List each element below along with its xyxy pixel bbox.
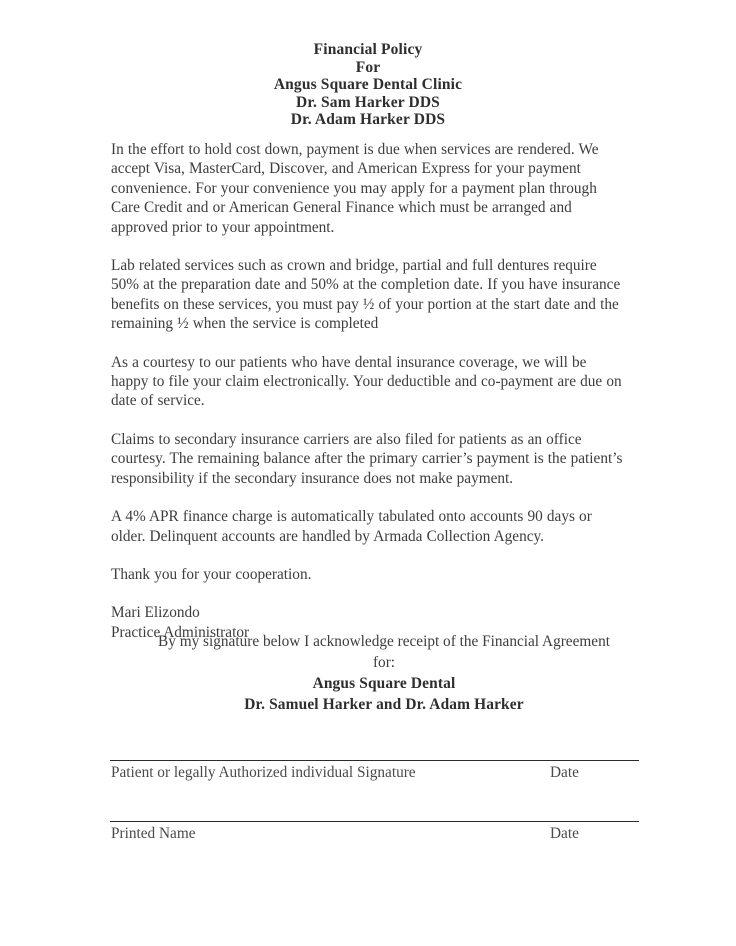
signer-title: Practice Administrator xyxy=(111,623,250,641)
paragraph-lab-services: Lab related services such as crown and bridge, partial and full dentures require 50% at the preparation date and 50% at the completion date. If you have insurance benefits on these services, you must pay ½ of your portion at the start date and the remaining ½ when the service is completed xyxy=(111,257,621,333)
paragraph-insurance-courtesy: As a courtesy to our patients who have dental insurance coverage, we will be happy to file your claim electronically. Your deductible and co-payment are due on date of service. xyxy=(111,353,622,410)
signature-field-patient xyxy=(110,760,639,787)
paragraph-apr-finance-charge: A 4% APR finance charge is automatically tabulated onto accounts 90 days or older. Delinquent accounts are handled by Armada Collection Agency. xyxy=(111,508,592,545)
signature-field-printed-name xyxy=(110,821,639,848)
paragraph-thank-you: Thank you for your cooperation. xyxy=(111,565,312,583)
document-body xyxy=(111,140,623,642)
signature-date-label-patient: Date xyxy=(550,764,579,781)
signature-label-printed-name: Printed Name xyxy=(111,825,196,842)
acknowledgment-line-1: By my signature below I acknowledge receipt of the Financial Agreement xyxy=(158,633,610,650)
signature-labels-patient xyxy=(110,763,639,787)
acknowledgment-practice-name: Angus Square Dental xyxy=(312,675,456,692)
signature-rule-printed-name[interactable] xyxy=(110,821,639,822)
header-line-title: Financial Policy xyxy=(313,41,423,58)
document-header xyxy=(0,41,736,129)
acknowledgment-doctor-names: Dr. Samuel Harker and Dr. Adam Harker xyxy=(244,696,524,713)
paragraph-payment-methods: In the effort to hold cost down, payment is due when services are rendered. We accept Visa, MasterCard, Discover, and American Express for your payment convenience. For your convenience you may apply for a payment plan through Care Credit and or American General Finance which must be arranged and approved prior to your appointment. xyxy=(111,141,599,236)
signature-labels-printed-name xyxy=(110,824,639,848)
acknowledgment-block xyxy=(123,632,645,715)
signature-rule-patient[interactable] xyxy=(110,760,639,761)
header-line-doctor-1: Dr. Sam Harker DDS xyxy=(296,93,440,111)
header-line-for: For xyxy=(355,58,381,76)
signature-label-patient: Patient or legally Authorized individual Signature xyxy=(111,764,416,781)
header-line-doctor-2: Dr. Adam Harker DDS xyxy=(290,111,446,128)
header-line-clinic: Angus Square Dental Clinic xyxy=(273,76,463,93)
acknowledgment-line-for: for: xyxy=(372,653,396,671)
signer-name: Mari Elizondo xyxy=(111,604,200,622)
paragraph-secondary-insurance: Claims to secondary insurance carriers are also filed for patients as an office courtesy. The remaining balance after the primary carrier’s payment is the patient’s responsibility if the secondary insurance does not make payment. xyxy=(111,430,623,487)
signature-date-label-printed-name: Date xyxy=(550,825,579,842)
